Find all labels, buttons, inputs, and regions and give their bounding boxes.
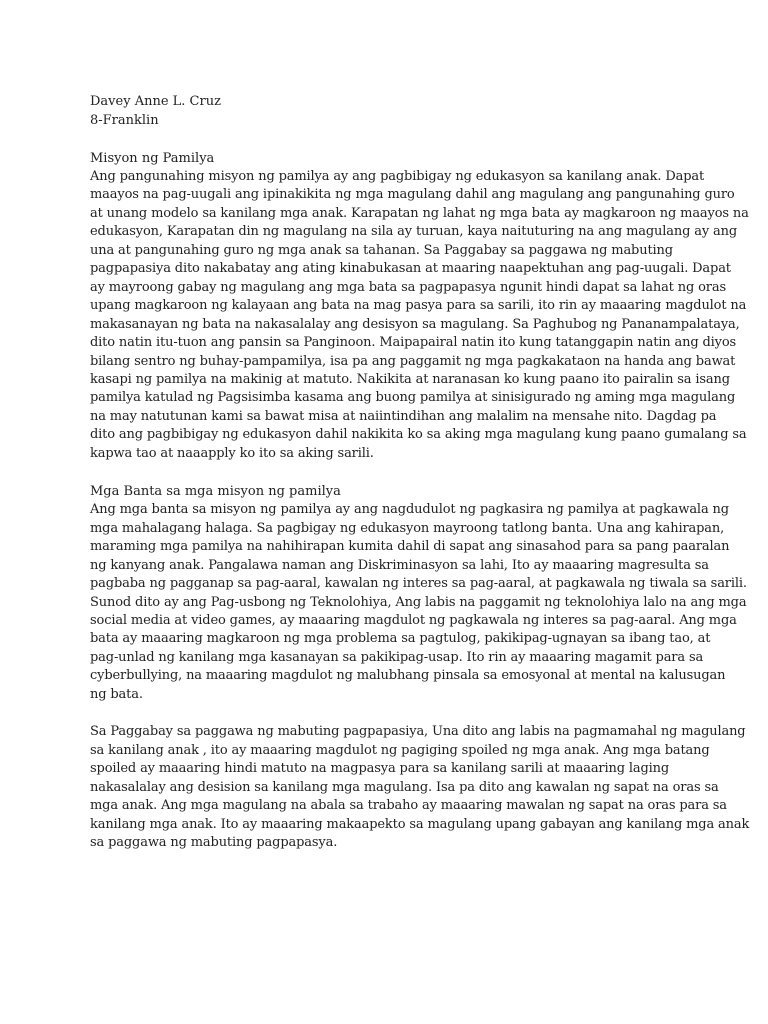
paragraph-line: Sunod dito ay ang Pag-usbong ng Teknolohiya, Ang labis na paggamit ng teknolohiya lalo na ang mga [90,594,747,610]
paragraph-line: kapwa tao at naaapply ko ito sa aking sarili. [90,445,374,461]
paragraph-line: Sa Paggabay sa paggawa ng mabuting pagpapasiya, Una dito ang labis na pagmamahal ng magulang [90,724,746,740]
paragraph-line: pagpapasiya dito nakabatay ang ating kinabukasan at maaring naapektuhan ang pag-uugali. Dapat [90,261,731,277]
section-heading: Misyon ng Pamilya [90,151,215,166]
paragraph-line: at unang modelo sa kanilang mga anak. Karapatan ng lahat ng mga bata ay magkaroon ng maayos na [90,205,749,221]
author-block [90,92,690,130]
paragraph-line: kasapi ng pamilya na makinig at matuto. Nakikita at naranasan ko kung paano ito pairalin sa isang [90,371,730,387]
paragraph-line: upang magkaroon ng kalayaan ang bata na mag pasya para sa sarili, ito rin ay maaaring magdulot na [90,298,747,314]
author-name: Davey Anne L. Cruz [90,94,221,109]
section-mga-banta [90,482,747,704]
paragraph-line: Ang pangunahing misyon ng pamilya ay ang pagbibigay ng edukasyon sa kanilang anak. Dapat [90,169,705,184]
section-paggabay [90,723,750,852]
section-misyon [90,149,749,463]
paragraph-line: Ang mga banta sa misyon ng pamilya ay ang nagdudulot ng pagkasira ng pamilya at pagkawala ng [90,502,729,518]
paragraph-line: dito ang pagbibigay ng edukasyon dahil nakikita ko sa aking mga magulang kung paano gumalang sa [90,427,747,443]
paragraph-line: bata ay maaaring magkaroon ng mga problema sa pagtulog, pakikipag-ugnayan sa ibang tao, at [90,631,711,647]
paragraph-line: makasanayan ng bata na nakasalalay ang desisyon sa magulang. Sa Paghubog ng Pananampalataya, [90,316,740,332]
paragraph-line: nakasalalay ang desision sa kanilang mga magulang. Isa pa dito ang kawalan ng sapat na oras sa [90,779,719,795]
paragraph-line: na may natutunan kami sa bawat misa at naiintindihan ang malalim na mensahe nito. Dagdag pa [90,408,717,424]
section-paragraph [90,723,750,852]
paragraph-line: spoiled ay maaaring hindi matuto na magpasya para sa kanilang sarili at maaaring laging [90,761,670,777]
paragraph-line: ng bata. [90,686,143,702]
section-paragraph [90,168,749,463]
author-class-section: 8-Franklin [90,113,159,128]
paragraph-line: una at pangunahing guro ng mga anak sa tahanan. Sa Paggabay sa paggawa ng mabuting [90,242,673,258]
paragraph-line: social media at video games, ay maaaring magdulot ng pagkawala ng interes sa pag-aaral. Ang mga [90,612,737,628]
paragraph-line: pag-unlad ng kanilang mga kasanayan sa pakikipag-usap. Ito rin ay maaaring magamit para sa [90,649,704,665]
paragraph-line: cyberbullying, na maaaring magdulot ng malubhang pinsala sa emosyonal at mental na kalusugan [90,668,726,684]
paragraph-line: maayos na pag-uugali ang ipinakikita ng mga magulang dahil ang magulang ang pangunahing guro [90,187,735,203]
paragraph-line: mga mahalagang halaga. Sa pagbigay ng edukasyon mayroong tatlong banta. Una ang kahirapan, [90,520,725,536]
section-heading: Mga Banta sa mga misyon ng pamilya [90,484,341,500]
paragraph-line: bilang sentro ng buhay-pampamilya, isa pa ang paggamit ng mga pagkakataon na handa ang bawat [90,353,736,369]
paragraph-line: kanilang mga anak. Ito ay maaaring makaapekto sa magulang upang gabayan ang kanilang mga anak [90,816,750,832]
document-page [90,92,750,871]
paragraph-line: dito natin itu-tuon ang pansin sa Panginoon. Maipapairal natin ito kung tatanggapin natin ang diyos [90,335,737,351]
paragraph-line: sa paggawa ng mabuting pagpapasya. [90,834,338,850]
paragraph-line: pagbaba ng pagganap sa pag-aaral, kawalan ng interes sa pag-aaral, at pagkawala ng tiwala sa sarili. [90,576,747,592]
paragraph-line: maraming mga pamilya na nahihirapan kumita dahil di sapat ang sinasahod para sa pang paaralan [90,539,730,555]
paragraph-line: ay mayroong gabay ng magulang ang mga bata sa pagpapasya ngunit hindi dapat sa lahat ng oras [90,279,726,295]
paragraph-line: mga anak. Ang mga magulang na abala sa trabaho ay maaaring mawalan ng sapat na oras para sa [90,798,727,814]
paragraph-line: ng kanyang anak. Pangalawa naman ang Diskriminasyon sa lahi, Ito ay maaaring magresulta sa [90,557,709,573]
section-paragraph [90,501,747,704]
paragraph-line: pamilya katulad ng Pagsisimba kasama ang buong pamilya at sinisigurado ng aming mga magulang [90,390,736,406]
paragraph-line: sa kanilang anak , ito ay maaaring magdulot ng pagiging spoiled ng mga anak. Ang mga batang [90,742,710,758]
paragraph-line: edukasyon, Karapatan din ng magulang na sila ay turuan, kaya naituturing na ang magulang ay ang [90,224,738,240]
